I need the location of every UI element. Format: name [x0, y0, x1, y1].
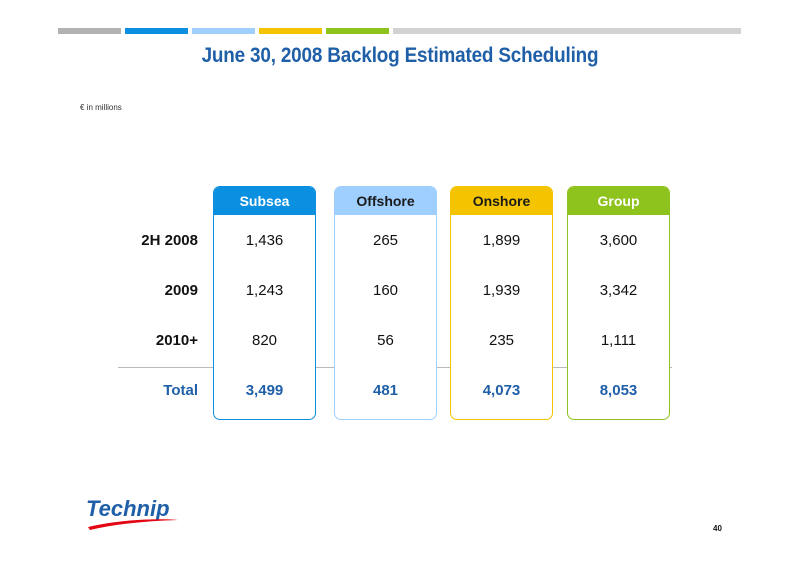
technip-logo-text: Technip	[86, 496, 170, 521]
cell-group-2009: 3,342	[599, 282, 638, 299]
row-label-2h2008: 2H 2008	[141, 232, 198, 249]
cell-subsea-2010-plus: 820	[251, 332, 278, 349]
column-header-onshore: Onshore	[451, 187, 552, 215]
bar-segment-gray	[58, 28, 121, 34]
column-offshore	[334, 186, 437, 420]
cell-group-2h2008: 3,600	[599, 232, 638, 249]
column-header-group: Group	[568, 187, 669, 215]
row-label-2010-plus: 2010+	[155, 332, 198, 349]
unit-note: € in millions	[80, 103, 122, 112]
cell-offshore-2h2008: 265	[372, 232, 399, 249]
row-label-total: Total	[163, 382, 198, 399]
column-header-subsea: Subsea	[214, 187, 315, 215]
cell-onshore-2009: 1,939	[482, 282, 521, 299]
cell-subsea-2009: 1,243	[245, 282, 284, 299]
cell-offshore-total: 481	[372, 382, 399, 399]
column-onshore	[450, 186, 553, 420]
row-label-2009: 2009	[164, 282, 198, 299]
technip-logo	[86, 494, 206, 534]
page-title: June 30, 2008 Backlog Estimated Scheduling	[201, 44, 599, 67]
column-subsea	[213, 186, 316, 420]
cell-onshore-total: 4,073	[482, 382, 521, 399]
cell-subsea-total: 3,499	[245, 382, 284, 399]
page-number: 40	[713, 524, 722, 533]
cell-subsea-2h2008: 1,436	[245, 232, 284, 249]
top-color-bar	[58, 28, 741, 34]
cell-onshore-2010-plus: 235	[488, 332, 515, 349]
bar-segment-lightblue	[192, 28, 255, 34]
cell-group-2010-plus: 1,111	[600, 332, 637, 349]
bar-segment-blue	[125, 28, 188, 34]
column-header-offshore: Offshore	[335, 187, 436, 215]
cell-group-total: 8,053	[599, 382, 638, 399]
cell-offshore-2009: 160	[372, 282, 399, 299]
bar-segment-green	[326, 28, 389, 34]
bar-segment-yellow	[259, 28, 322, 34]
cell-onshore-2h2008: 1,899	[482, 232, 521, 249]
bar-segment-lightgray	[393, 28, 741, 34]
cell-offshore-2010-plus: 56	[377, 332, 394, 349]
column-group	[567, 186, 670, 420]
